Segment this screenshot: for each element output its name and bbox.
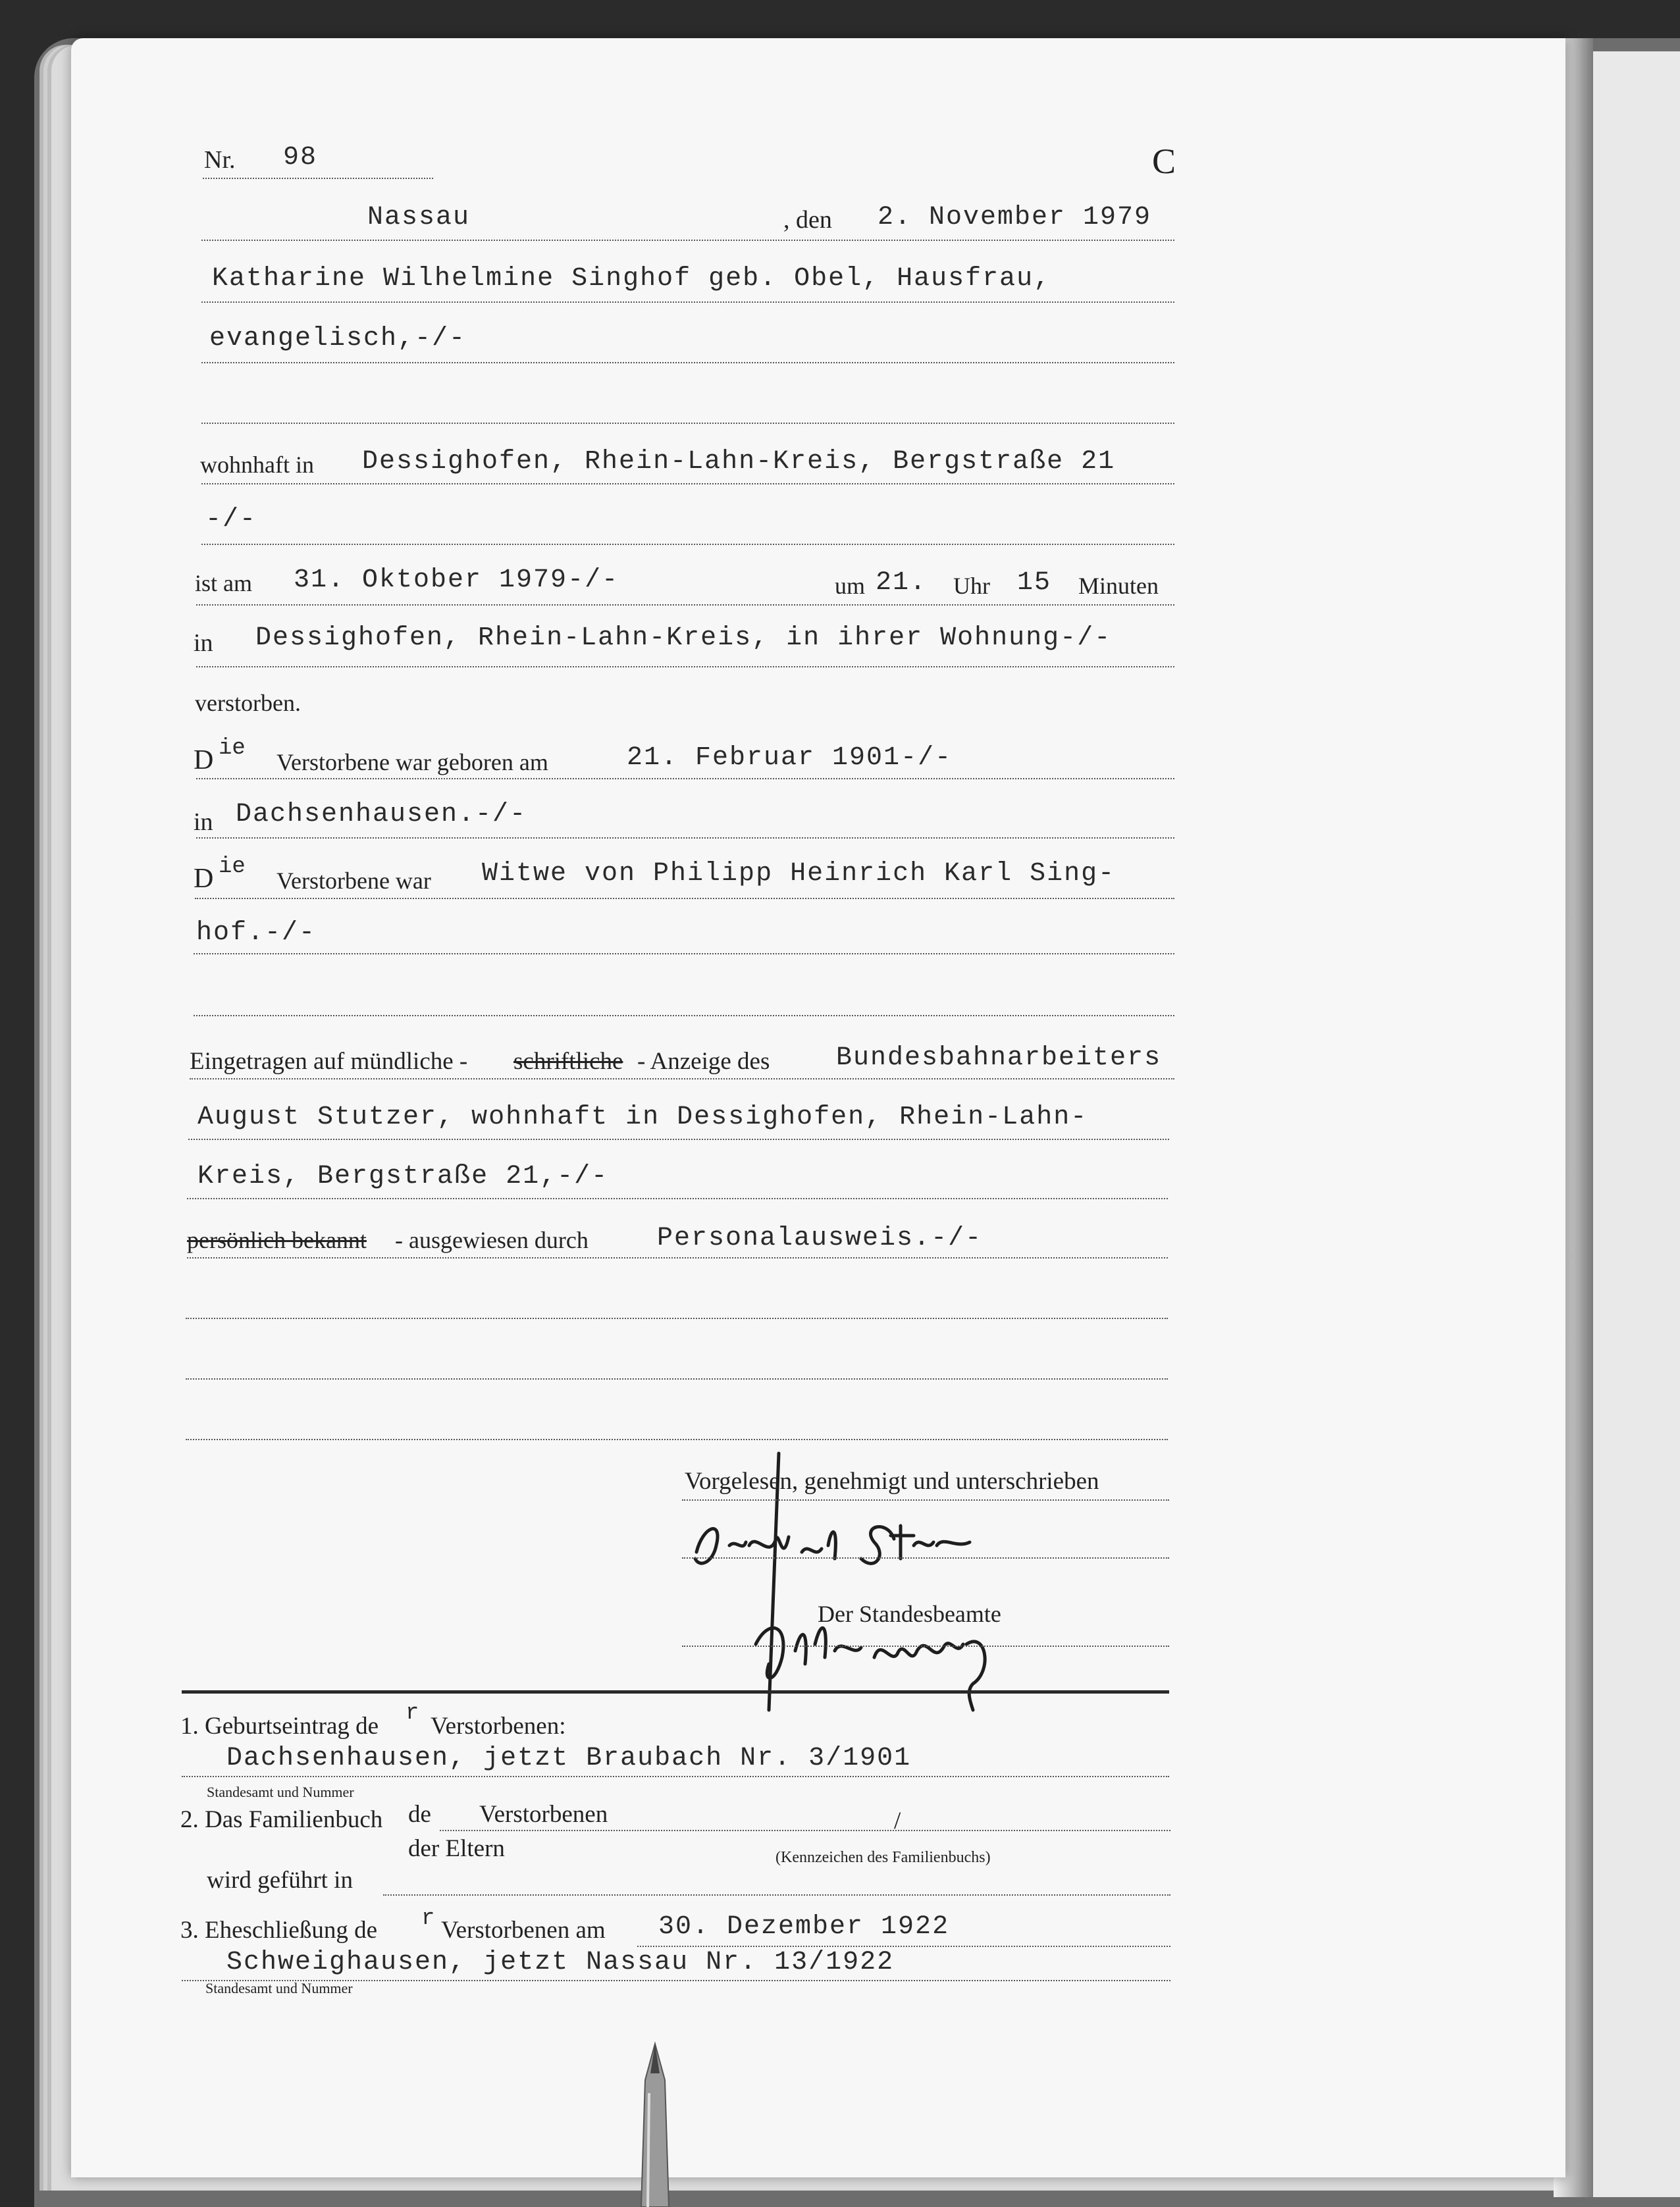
marital-line-2 (194, 953, 1174, 954)
signature-registrar (756, 1628, 985, 1710)
registrar-line (682, 1646, 1169, 1647)
marital-line (195, 898, 1174, 899)
informant-line-2-rule (188, 1139, 1169, 1140)
residence-value: Dessighofen, Rhein-Lahn-Kreis, Bergstraße 21 (362, 447, 1116, 477)
ist-am-label: ist am (195, 570, 252, 596)
place-value: Nassau (367, 203, 471, 232)
informant-line-1: Bundesbahnarbeiters (836, 1043, 1162, 1073)
d-prefix-2: D (194, 864, 214, 894)
standesamt-label-2: Standesamt und Nummer (205, 1980, 353, 1996)
series-letter: C (1152, 142, 1176, 181)
ausgewiesen-label: - ausgewiesen durch (395, 1227, 589, 1253)
ie-suffix-2: ie (219, 854, 246, 879)
facing-page (1580, 51, 1680, 2197)
schriftliche-struck: schriftliche (513, 1048, 623, 1075)
note1-label: 1. Geburtseintrag de (180, 1713, 379, 1740)
informant-line-2: August Stutzer, wohnhaft in Dessighofen, Rhein-Lahn- (197, 1103, 1088, 1132)
note1-sup: r (406, 1701, 419, 1726)
gefuehrt-line (383, 1894, 1170, 1896)
uhr-label: Uhr (953, 573, 990, 599)
note3-sup: r (421, 1906, 435, 1931)
note3-label: 3. Eheschließung de (180, 1917, 377, 1944)
note1-value: Dachsenhausen, jetzt Braubach Nr. 3/1901 (226, 1744, 912, 1773)
date-value: 2. November 1979 (878, 203, 1152, 232)
informant-line-1-rule (190, 1078, 1174, 1079)
wohnhaft-label: wohnhaft in (200, 452, 314, 478)
nr-label: Nr. (204, 146, 236, 174)
deceased-name: Katharine Wilhelmine Singhof geb. Obel, Hausfrau, (212, 264, 1051, 294)
eingetragen-label: Eingetragen auf mündliche - (190, 1048, 468, 1075)
minuten-label: Minuten (1078, 573, 1159, 599)
note2-line (440, 1830, 1170, 1831)
den-label: , den (783, 206, 832, 234)
note3-after: Verstorbenen am (441, 1917, 606, 1944)
note3-date: 30. Dezember 1922 (658, 1912, 950, 1942)
anzeige-label: - Anzeige des (637, 1048, 770, 1075)
persoenlich-struck: persönlich bekannt (187, 1227, 367, 1253)
kennzeichen-label: (Kennzeichen des Familienbuchs) (775, 1849, 991, 1866)
date-line (201, 240, 1174, 241)
pen-icon (632, 2040, 678, 2207)
d-prefix-1: D (194, 745, 214, 775)
blank-line-4 (186, 1378, 1168, 1380)
blank-line-1 (201, 423, 1174, 424)
blank-line-3 (186, 1318, 1168, 1319)
death-date: 31. Oktober 1979-/- (294, 565, 619, 595)
minutes-value: 15 (1017, 568, 1052, 598)
death-place-line (196, 666, 1174, 667)
note2-eltern: der Eltern (408, 1835, 505, 1862)
birth-place-line (196, 837, 1174, 839)
ie-suffix-1: ie (219, 736, 246, 761)
time-line (196, 604, 1174, 606)
note2-slash: / (894, 1807, 901, 1834)
birth-date-line (196, 778, 1174, 779)
marital-status-cont: hof.-/- (196, 918, 317, 948)
nr-value: 98 (283, 143, 318, 172)
residence-cont: -/- (205, 505, 257, 534)
religion-line (201, 362, 1174, 363)
blank-line-2 (194, 1015, 1174, 1016)
note1-after: Verstorbenen: (431, 1713, 566, 1740)
death-register-form (71, 38, 1565, 2177)
informant-line-3: Kreis, Bergstraße 21,-/- (197, 1162, 609, 1191)
note2-label: 2. Das Familienbuch (180, 1806, 383, 1833)
section-divider (182, 1690, 1169, 1694)
residence-line (201, 483, 1174, 484)
id-document: Personalausweis.-/- (657, 1224, 983, 1253)
verstorben-label: verstorben. (195, 690, 301, 716)
note3-place: Schweighausen, jetzt Nassau Nr. 13/1922 (226, 1948, 895, 1977)
informant-line-3-rule (187, 1198, 1168, 1199)
in-label-2: in (194, 808, 213, 836)
vorgelesen-label: Vorgelesen, genehmigt und unterschrieben (685, 1468, 1099, 1495)
geboren-label: Verstorbene war geboren am (276, 749, 548, 775)
religion-value: evangelisch,-/- (209, 324, 467, 353)
id-line (187, 1257, 1168, 1259)
note2-de: de (408, 1801, 431, 1828)
hour-value: 21. (876, 568, 928, 598)
note3-date-line (637, 1946, 1170, 1947)
marital-status: Witwe von Philipp Heinrich Karl Sing- (482, 859, 1116, 889)
in-label: in (194, 629, 213, 657)
name-line (201, 301, 1174, 303)
birth-date: 21. Februar 1901-/- (627, 743, 953, 773)
standesbeamte-label: Der Standesbeamte (818, 1601, 1001, 1627)
blank-line-5 (186, 1439, 1168, 1440)
standesamt-label-1: Standesamt und Nummer (207, 1784, 354, 1800)
signature-line-1 (682, 1499, 1169, 1501)
residence-line-2 (201, 544, 1174, 545)
war-label: Verstorbene war (276, 868, 431, 894)
nr-line (203, 178, 433, 179)
note2-verstorbenen: Verstorbenen (479, 1801, 608, 1828)
note1-line (182, 1776, 1169, 1777)
gefuehrt-label: wird geführt in (207, 1867, 353, 1894)
birth-place: Dachsenhausen.-/- (236, 800, 527, 829)
um-label: um (835, 573, 866, 599)
signature-line-2 (682, 1557, 1169, 1559)
death-place: Dessighofen, Rhein-Lahn-Kreis, in ihrer Wohnung-/- (255, 623, 1112, 653)
